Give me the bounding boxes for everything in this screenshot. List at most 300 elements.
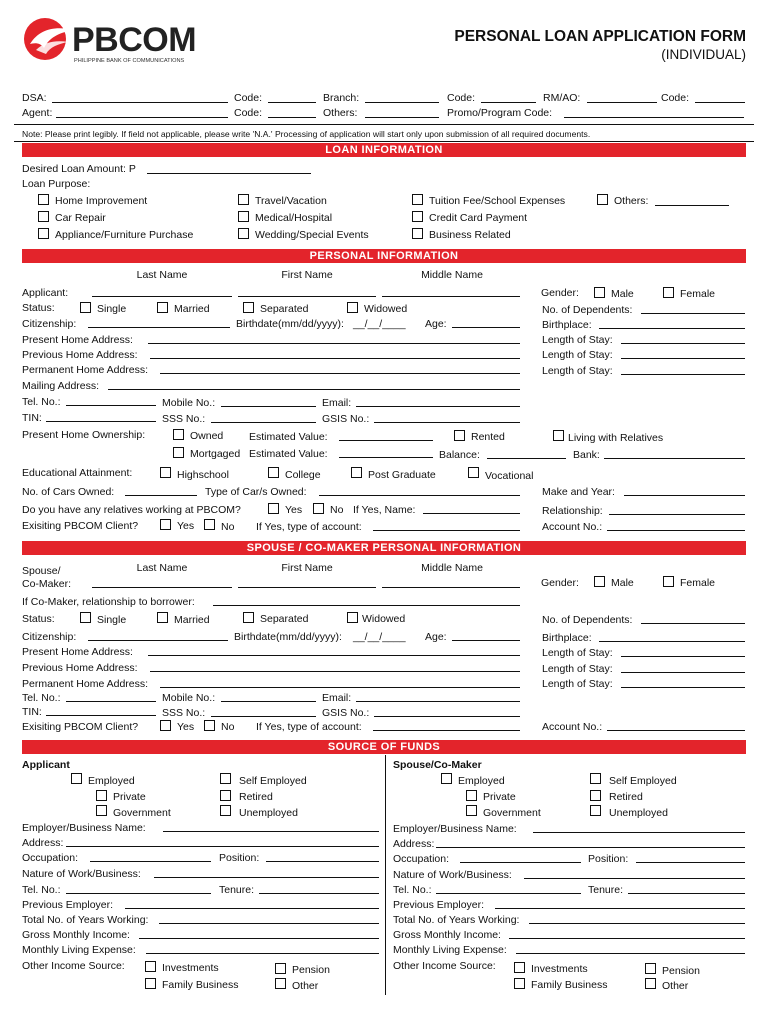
dsa-code-label: Code: xyxy=(234,92,263,104)
section-personal-information: PERSONAL INFORMATION xyxy=(22,249,746,263)
spouse-present-stay-field[interactable] xyxy=(621,656,745,657)
spouse-present-address-field[interactable] xyxy=(148,655,520,656)
employer-label: Employer/Business Name: xyxy=(393,823,517,835)
email-field[interactable] xyxy=(356,406,520,407)
applicant-expense-field[interactable] xyxy=(146,953,379,954)
existing-no-checkbox[interactable] xyxy=(204,519,215,530)
education-vocational-checkbox[interactable] xyxy=(468,467,479,478)
birthplace-field[interactable] xyxy=(599,328,745,329)
purpose-travel-checkbox[interactable] xyxy=(238,194,249,205)
tin-field[interactable] xyxy=(46,421,156,422)
spouse-status-single-checkbox[interactable] xyxy=(80,612,91,623)
spouse-other-checkbox[interactable] xyxy=(645,978,656,989)
purpose-medical-checkbox[interactable] xyxy=(238,211,249,222)
applicant-tel-field[interactable] xyxy=(66,893,211,894)
purpose-car-repair-checkbox[interactable] xyxy=(38,211,49,222)
male-label: Male xyxy=(611,288,634,300)
prev-employer-label: Previous Employer: xyxy=(393,899,485,911)
relatives-no-checkbox[interactable] xyxy=(313,503,324,514)
birthdate-blank[interactable]: __/__/____ xyxy=(353,631,406,643)
education-highschool-checkbox[interactable] xyxy=(160,467,171,478)
spouse-private-checkbox[interactable] xyxy=(466,790,477,801)
birthdate-label: Birthdate(mm/dd/yyyy): xyxy=(236,318,344,330)
applicant-pension-checkbox[interactable] xyxy=(275,963,286,974)
retired-label: Retired xyxy=(239,791,273,803)
applicant-label: Applicant: xyxy=(22,287,69,299)
rented-label: Rented xyxy=(471,431,505,443)
promo-field[interactable] xyxy=(564,117,744,118)
relationship-label: Relationship: xyxy=(542,505,603,517)
spouse-status-married-checkbox[interactable] xyxy=(157,612,168,623)
account-no-label: Account No.: xyxy=(542,521,603,533)
expense-label: Monthly Living Expense: xyxy=(393,944,507,956)
gender-female-checkbox[interactable] xyxy=(663,287,674,298)
agent-code-field[interactable] xyxy=(268,117,316,118)
mailing-address-field[interactable] xyxy=(108,389,520,390)
branch-code-label: Code: xyxy=(447,92,476,104)
agent-field[interactable] xyxy=(56,117,228,118)
purpose-label: Travel/Vacation xyxy=(255,195,327,207)
purpose-label: Home Improvement xyxy=(55,195,148,207)
spouse-tenure-field[interactable] xyxy=(628,893,745,894)
applicant-position-field[interactable] xyxy=(266,861,379,862)
spouse-prev-employer-field[interactable] xyxy=(495,908,745,909)
agent-label: Agent: xyxy=(22,107,53,119)
permanent-address-label: Permanent Home Address: xyxy=(22,678,149,690)
applicant-years-field[interactable] xyxy=(159,923,379,924)
spouse-first-name-field[interactable] xyxy=(238,587,376,588)
spouse-permanent-stay-field[interactable] xyxy=(621,687,745,688)
logo-subtext: PHILIPPINE BANK OF COMMUNICATIONS xyxy=(74,58,185,64)
funds-applicant-heading: Applicant xyxy=(22,759,70,771)
spouse-email-field[interactable] xyxy=(356,701,520,702)
gender-label: Gender: xyxy=(541,287,579,299)
gsis-field[interactable] xyxy=(374,422,520,423)
applicant-family-business-checkbox[interactable] xyxy=(145,978,156,989)
self-employed-label: Self Employed xyxy=(239,775,307,787)
ownership-label: Present Home Ownership: xyxy=(22,429,146,441)
relatives-yes-checkbox[interactable] xyxy=(268,503,279,514)
tenure-label: Tenure: xyxy=(219,884,255,896)
section-spouse-information: SPOUSE / CO-MAKER PERSONAL INFORMATION xyxy=(22,541,746,555)
purpose-business-checkbox[interactable] xyxy=(412,228,423,239)
expense-label: Monthly Living Expense: xyxy=(22,944,136,956)
purpose-label: Wedding/Special Events xyxy=(255,229,369,241)
spouse-nature-field[interactable] xyxy=(524,878,745,879)
separated-label: Separated xyxy=(260,613,309,625)
tel-label: Tel. No.: xyxy=(393,884,432,896)
postgrad-label: Post Graduate xyxy=(368,469,436,481)
cars-owned-field[interactable] xyxy=(125,495,197,496)
spouse-expense-field[interactable] xyxy=(516,953,745,954)
estimated-value-label: Estimated Value: xyxy=(249,431,328,443)
present-stay-field[interactable] xyxy=(621,343,745,344)
female-label: Female xyxy=(680,577,716,589)
applicant-self-employed-checkbox[interactable] xyxy=(220,773,231,784)
sss-field[interactable] xyxy=(211,422,316,423)
existing-client-label: Exisiting PBCOM Client? xyxy=(22,721,139,733)
self-employed-label: Self Employed xyxy=(609,775,677,787)
spouse-birthplace-field[interactable] xyxy=(599,641,745,642)
status-separated-checkbox[interactable] xyxy=(243,302,254,313)
account-no-label: Account No.: xyxy=(542,721,603,733)
first-name-header: First Name xyxy=(281,269,333,281)
no-label: No xyxy=(330,504,344,516)
promo-label: Promo/Program Code: xyxy=(447,107,553,119)
nature-label: Nature of Work/Business: xyxy=(22,868,141,880)
unemployed-label: Unemployed xyxy=(239,807,298,819)
nature-label: Nature of Work/Business: xyxy=(393,869,512,881)
spouse-existing-yes-checkbox[interactable] xyxy=(160,720,171,731)
tin-label: TIN: xyxy=(22,706,42,718)
relatives-question: Do you have any relatives working at PBCOM? xyxy=(22,504,241,516)
applicant-government-checkbox[interactable] xyxy=(96,805,107,816)
note: Note: Please print legibly. If field not applicable, please write 'N.A.' Processing of application will start only upon submission of all required documents. xyxy=(22,129,591,139)
spouse-status-widowed-checkbox[interactable] xyxy=(347,612,358,623)
separated-label: Separated xyxy=(260,303,309,315)
email-label: Email: xyxy=(322,397,352,409)
bank-field[interactable] xyxy=(604,458,745,459)
dependents-label: No. of Dependents: xyxy=(542,304,633,316)
dsa-code-field[interactable] xyxy=(268,102,316,103)
single-label: Single xyxy=(97,303,127,315)
spouse-employed-checkbox[interactable] xyxy=(441,773,452,784)
applicant-investments-checkbox[interactable] xyxy=(145,961,156,972)
retired-label: Retired xyxy=(609,791,643,803)
balance-field[interactable] xyxy=(487,458,566,459)
applicant-employed-checkbox[interactable] xyxy=(71,773,82,784)
cars-owned-label: No. of Cars Owned: xyxy=(22,486,115,498)
gender-male-checkbox[interactable] xyxy=(594,287,605,298)
spouse-citizenship-field[interactable] xyxy=(88,640,228,641)
spouse-last-name-field[interactable] xyxy=(92,587,232,588)
branch-label: Branch: xyxy=(323,92,360,104)
balance-label: Balance: xyxy=(439,449,480,461)
previous-address-field[interactable] xyxy=(150,358,520,359)
spouse-government-checkbox[interactable] xyxy=(466,805,477,816)
female-label: Female xyxy=(680,288,716,300)
mobile-field[interactable] xyxy=(221,406,316,407)
last-name-header: Last Name xyxy=(136,562,188,574)
birthdate-label: Birthdate(mm/dd/yyyy): xyxy=(234,631,342,643)
years-label: Total No. of Years Working: xyxy=(393,914,520,926)
owned-estimated-field[interactable] xyxy=(339,440,433,441)
divider xyxy=(14,141,754,142)
tel-field[interactable] xyxy=(66,405,156,406)
gross-label: Gross Monthly Income: xyxy=(22,929,130,941)
stay-label: Length of Stay: xyxy=(542,365,613,377)
comaker-relationship-label: If Co-Maker, relationship to borrower: xyxy=(22,596,195,608)
status-married-checkbox[interactable] xyxy=(157,302,168,313)
spouse-gsis-field[interactable] xyxy=(374,716,520,717)
spouse-occupation-field[interactable] xyxy=(460,862,581,863)
dsa-field[interactable] xyxy=(52,102,228,103)
rmao-code-label: Code: xyxy=(661,92,690,104)
occupation-label: Occupation: xyxy=(393,853,450,865)
purpose-others-checkbox[interactable] xyxy=(597,194,608,205)
age-field[interactable] xyxy=(452,327,520,328)
employer-label: Employer/Business Name: xyxy=(22,822,146,834)
family-business-label: Family Business xyxy=(162,979,239,991)
status-single-checkbox[interactable] xyxy=(80,302,91,313)
vocational-label: Vocational xyxy=(485,470,534,482)
spouse-investments-checkbox[interactable] xyxy=(514,962,525,973)
mailing-address-label: Mailing Address: xyxy=(22,380,100,392)
private-label: Private xyxy=(483,791,516,803)
ownership-relatives-checkbox[interactable] xyxy=(553,430,564,441)
highschool-label: Highschool xyxy=(177,469,229,481)
status-label: Status: xyxy=(22,302,55,314)
funds-spouse-heading: Spouse/Co-Maker xyxy=(393,759,482,771)
type-cars-field[interactable] xyxy=(319,495,520,496)
position-label: Position: xyxy=(588,853,629,865)
occupation-label: Occupation: xyxy=(22,852,79,864)
permanent-address-field[interactable] xyxy=(160,373,520,374)
citizenship-label: Citizenship: xyxy=(22,631,77,643)
spouse-mobile-field[interactable] xyxy=(221,701,316,702)
spouse-gender-female-checkbox[interactable] xyxy=(663,576,674,587)
if-yes-name-label: If Yes, Name: xyxy=(353,504,416,516)
citizenship-label: Citizenship: xyxy=(22,318,77,330)
middle-name-header: Middle Name xyxy=(421,562,483,574)
college-label: College xyxy=(285,469,321,481)
tenure-label: Tenure: xyxy=(588,884,624,896)
applicant-private-checkbox[interactable] xyxy=(96,790,107,801)
other-income-label: Other Income Source: xyxy=(393,960,496,972)
other-label: Other xyxy=(292,980,319,992)
previous-address-label: Previous Home Address: xyxy=(22,662,138,674)
previous-address-label: Previous Home Address: xyxy=(22,349,138,361)
form-subtitle: (INDIVIDUAL) xyxy=(661,47,746,62)
living-relatives-label: Living with Relatives xyxy=(568,432,664,444)
existing-client-label: Exisiting PBCOM Client? xyxy=(22,520,139,532)
age-label: Age: xyxy=(425,318,447,330)
spouse-label-2: Co-Maker: xyxy=(22,578,72,590)
tel-label: Tel. No.: xyxy=(22,396,61,408)
spouse-unemployed-checkbox[interactable] xyxy=(590,805,601,816)
purpose-label: Medical/Hospital xyxy=(255,212,333,224)
applicant-prev-employer-field[interactable] xyxy=(125,908,379,909)
investments-label: Investments xyxy=(531,963,588,975)
dsa-label: DSA: xyxy=(22,92,47,104)
if-yes-account-label: If Yes, type of account: xyxy=(256,721,362,733)
stay-label: Length of Stay: xyxy=(542,334,613,346)
applicant-employer-field[interactable] xyxy=(163,831,379,832)
permanent-address-label: Permanent Home Address: xyxy=(22,364,149,376)
spouse-gender-male-checkbox[interactable] xyxy=(594,576,605,587)
applicant-last-name-field[interactable] xyxy=(92,296,232,297)
make-year-label: Make and Year: xyxy=(542,486,615,498)
yes-label: Yes xyxy=(177,721,195,733)
spouse-permanent-address-field[interactable] xyxy=(160,687,520,688)
birthplace-label: Birthplace: xyxy=(542,632,592,644)
gender-label: Gender: xyxy=(541,577,579,589)
spouse-tel-field[interactable] xyxy=(66,701,156,702)
gsis-label: GSIS No.: xyxy=(322,413,370,425)
section-source-of-funds: SOURCE OF FUNDS xyxy=(22,740,746,754)
status-label: Status: xyxy=(22,613,55,625)
spouse-middle-name-field[interactable] xyxy=(382,587,520,588)
spouse-account-no-field[interactable] xyxy=(607,730,745,731)
spouse-dependents-field[interactable] xyxy=(641,623,745,624)
purpose-label: Appliance/Furniture Purchase xyxy=(55,229,194,241)
purpose-credit-card-checkbox[interactable] xyxy=(412,211,423,222)
other-label: Other xyxy=(662,980,689,992)
account-no-field[interactable] xyxy=(607,530,745,531)
spouse-previous-stay-field[interactable] xyxy=(621,672,745,673)
applicant-gross-field[interactable] xyxy=(139,938,379,939)
previous-stay-field[interactable] xyxy=(621,358,745,359)
present-address-label: Present Home Address: xyxy=(22,334,133,346)
yes-label: Yes xyxy=(285,504,303,516)
address-label: Address: xyxy=(393,838,435,850)
existing-yes-checkbox[interactable] xyxy=(160,519,171,530)
estimated-value-label: Estimated Value: xyxy=(249,448,328,460)
comaker-relationship-field[interactable] xyxy=(213,605,520,606)
spouse-employer-field[interactable] xyxy=(533,832,745,833)
spouse-years-field[interactable] xyxy=(529,923,745,924)
yes-label: Yes xyxy=(177,520,195,532)
tel-label: Tel. No.: xyxy=(22,692,61,704)
investments-label: Investments xyxy=(162,962,219,974)
widowed-label: Widowed xyxy=(364,303,408,315)
purpose-label: Tuition Fee/School Expenses xyxy=(429,195,566,207)
spouse-account-type-field[interactable] xyxy=(373,730,520,731)
tin-label: TIN: xyxy=(22,412,42,424)
applicant-address-field[interactable] xyxy=(66,846,379,847)
spouse-previous-address-field[interactable] xyxy=(150,671,520,672)
spouse-sss-field[interactable] xyxy=(211,716,316,717)
rmao-field[interactable] xyxy=(587,102,657,103)
spouse-tin-field[interactable] xyxy=(46,715,156,716)
education-label: Educational Attainment: xyxy=(22,467,133,479)
if-yes-account-label: If Yes, type of account: xyxy=(256,521,362,533)
education-postgrad-checkbox[interactable] xyxy=(351,467,362,478)
married-label: Married xyxy=(174,614,210,626)
stay-label: Length of Stay: xyxy=(542,647,613,659)
applicant-middle-name-field[interactable] xyxy=(382,296,520,297)
applicant-tenure-field[interactable] xyxy=(259,893,379,894)
spouse-status-separated-checkbox[interactable] xyxy=(243,612,254,623)
private-label: Private xyxy=(113,791,146,803)
government-label: Government xyxy=(483,807,541,819)
years-label: Total No. of Years Working: xyxy=(22,914,149,926)
ownership-rented-checkbox[interactable] xyxy=(454,430,465,441)
applicant-nature-field[interactable] xyxy=(154,877,379,878)
owned-label: Owned xyxy=(190,430,224,442)
sss-label: SSS No.: xyxy=(162,707,206,719)
spouse-existing-no-checkbox[interactable] xyxy=(204,720,215,731)
type-cars-label: Type of Car/s Owned: xyxy=(205,486,307,498)
status-widowed-checkbox[interactable] xyxy=(347,302,358,313)
dependents-field[interactable] xyxy=(641,313,745,314)
spouse-pension-checkbox[interactable] xyxy=(645,963,656,974)
stay-label: Length of Stay: xyxy=(542,678,613,690)
spouse-gross-field[interactable] xyxy=(509,938,745,939)
desired-amount-label: Desired Loan Amount: P xyxy=(22,163,136,175)
agent-code-label: Code: xyxy=(234,107,263,119)
mortgaged-estimated-field[interactable] xyxy=(339,457,433,458)
spouse-family-business-checkbox[interactable] xyxy=(514,978,525,989)
ownership-owned-checkbox[interactable] xyxy=(173,429,184,440)
widowed-label: Widowed xyxy=(362,613,406,625)
divider xyxy=(14,124,754,125)
first-name-header: First Name xyxy=(281,562,333,574)
spouse-tel-field[interactable] xyxy=(436,893,581,894)
others-field[interactable] xyxy=(365,117,439,118)
address-label: Address: xyxy=(22,837,64,849)
purpose-tuition-checkbox[interactable] xyxy=(412,194,423,205)
branch-field[interactable] xyxy=(365,102,439,103)
purpose-label: Others: xyxy=(614,195,649,207)
employed-label: Employed xyxy=(458,775,505,787)
applicant-retired-checkbox[interactable] xyxy=(220,790,231,801)
applicant-first-name-field[interactable] xyxy=(238,296,376,297)
spouse-self-employed-checkbox[interactable] xyxy=(590,773,601,784)
married-label: Married xyxy=(174,303,210,315)
spouse-address-field[interactable] xyxy=(436,847,745,848)
purpose-wedding-checkbox[interactable] xyxy=(238,228,249,239)
present-address-label: Present Home Address: xyxy=(22,646,133,658)
ownership-mortgaged-checkbox[interactable] xyxy=(173,447,184,458)
age-label: Age: xyxy=(425,631,447,643)
spouse-label-1: Spouse/ xyxy=(22,565,61,577)
last-name-header: Last Name xyxy=(136,269,188,281)
prev-employer-label: Previous Employer: xyxy=(22,899,114,911)
government-label: Government xyxy=(113,807,171,819)
education-college-checkbox[interactable] xyxy=(268,467,279,478)
make-year-field[interactable] xyxy=(624,495,745,496)
stay-label: Length of Stay: xyxy=(542,663,613,675)
pension-label: Pension xyxy=(292,964,330,976)
email-label: Email: xyxy=(322,692,352,704)
purpose-home-improvement-checkbox[interactable] xyxy=(38,194,49,205)
present-address-field[interactable] xyxy=(148,343,520,344)
mortgaged-label: Mortgaged xyxy=(190,448,241,460)
rmao-label: RM/AO: xyxy=(543,92,581,104)
others-label: Others: xyxy=(323,107,358,119)
applicant-other-checkbox[interactable] xyxy=(275,978,286,989)
citizenship-field[interactable] xyxy=(88,327,230,328)
applicant-unemployed-checkbox[interactable] xyxy=(220,805,231,816)
purpose-label: Credit Card Payment xyxy=(429,212,528,224)
loan-purpose-label: Loan Purpose: xyxy=(22,178,91,190)
relationship-field[interactable] xyxy=(609,514,745,515)
dependents-label: No. of Dependents: xyxy=(542,614,633,626)
column-divider xyxy=(385,755,386,995)
employed-label: Employed xyxy=(88,775,135,787)
purpose-appliance-checkbox[interactable] xyxy=(38,228,49,239)
position-label: Position: xyxy=(219,852,260,864)
spouse-age-field[interactable] xyxy=(452,640,520,641)
rmao-code-field[interactable] xyxy=(695,102,745,103)
branch-code-field[interactable] xyxy=(481,102,536,103)
desired-amount-field[interactable] xyxy=(147,173,311,174)
pension-label: Pension xyxy=(662,965,700,977)
birthdate-blank[interactable]: __/__/____ xyxy=(353,318,406,330)
applicant-occupation-field[interactable] xyxy=(90,861,211,862)
spouse-retired-checkbox[interactable] xyxy=(590,790,601,801)
mobile-label: Mobile No.: xyxy=(162,397,216,409)
purpose-label: Business Related xyxy=(429,229,511,241)
mobile-label: Mobile No.: xyxy=(162,692,216,704)
single-label: Single xyxy=(97,614,127,626)
purpose-others-field[interactable] xyxy=(655,205,729,206)
relative-name-field[interactable] xyxy=(423,513,520,514)
account-type-field[interactable] xyxy=(373,530,520,531)
permanent-stay-field[interactable] xyxy=(621,374,745,375)
spouse-position-field[interactable] xyxy=(636,862,745,863)
